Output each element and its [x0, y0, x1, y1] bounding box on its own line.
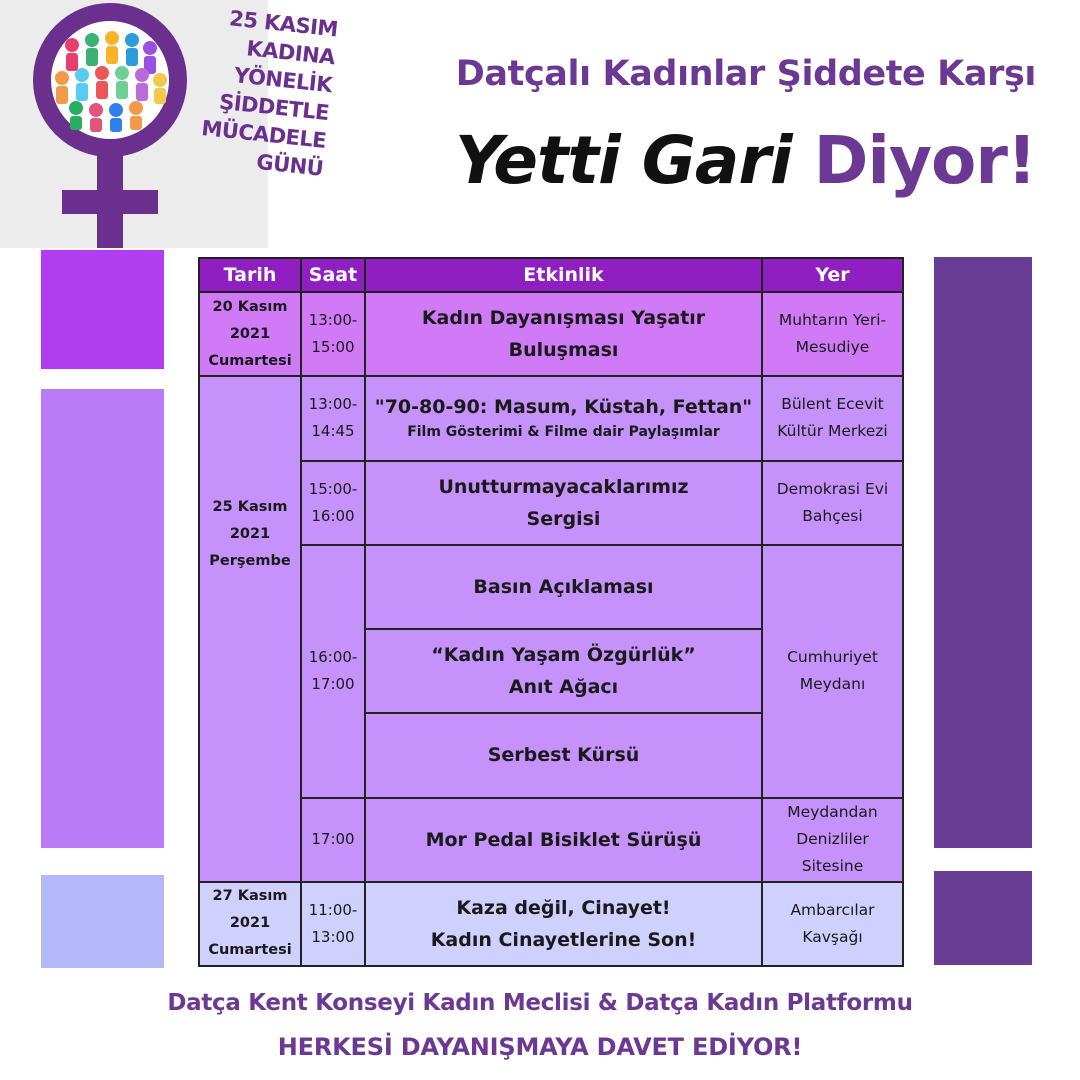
time-cell: 13:00- 14:45 [301, 376, 365, 460]
date-cell: 25 Kasım 2021 Perşembe [199, 376, 301, 882]
place-cell: Ambarcılar Kavşağı [762, 882, 903, 966]
date-cell: 27 Kasım 2021 Cumartesi [199, 882, 301, 966]
place-cell: Demokrasi Evi Bahçesi [762, 461, 903, 545]
event-cell: Mor Pedal Bisiklet Sürüşü [365, 798, 762, 882]
schedule-table [198, 257, 904, 967]
place-cell: Bülent Ecevit Kültür Merkezi [762, 376, 903, 460]
date-cell: 20 Kasım 2021 Cumartesi [199, 292, 301, 376]
logo-line: KADINA [245, 36, 337, 70]
logo-line: YÖNELİK [232, 63, 334, 98]
logo-line: ŞİDDETLE [218, 89, 331, 126]
decorative-bar-right-top [934, 257, 1032, 848]
decorative-bar-left-middle [41, 389, 164, 848]
logo-line: GÜNÜ [255, 149, 325, 181]
table-row [199, 882, 903, 966]
decorative-bar-left-bottom [41, 875, 164, 968]
time-cell: 17:00 [301, 798, 365, 882]
event-cell: Kadın Dayanışması Yaşatır Buluşması [365, 292, 762, 376]
table-row [199, 545, 903, 629]
logo-line: MÜCADELE [200, 115, 328, 153]
logo-text [172, 0, 339, 183]
footer-call-to-action: HERKESİ DAYANIŞMAYA DAVET EDİYOR! [277, 1033, 803, 1061]
header-title-part2: Diyor! [813, 122, 1036, 199]
column-header-date: Tarih [199, 258, 301, 292]
column-header-time: Saat [301, 258, 365, 292]
decorative-bar-left-top [41, 250, 164, 369]
time-cell: 13:00- 15:00 [301, 292, 365, 376]
event-cell: “Kadın Yaşam Özgürlük” Anıt Ağacı [365, 629, 762, 713]
time-cell: 11:00- 13:00 [301, 882, 365, 966]
time-cell: 15:00- 16:00 [301, 461, 365, 545]
event-cell: Unutturmayacaklarımız Sergisi [365, 461, 762, 545]
place-cell: Cumhuriyet Meydanı [762, 545, 903, 798]
table-row [199, 798, 903, 882]
column-header-event: Etkinlik [365, 258, 762, 292]
event-cell: Basın Açıklaması [365, 545, 762, 629]
place-cell: Muhtarın Yeri- Mesudiye [762, 292, 903, 376]
event-cell: Kaza değil, Cinayet! Kadın Cinayetlerine Son! [365, 882, 762, 966]
table-header-row [199, 258, 903, 292]
event-cell: Serbest Kürsü [365, 713, 762, 797]
decorative-bar-right-bottom [934, 871, 1032, 965]
time-cell: 16:00- 17:00 [301, 545, 365, 798]
table-row [199, 461, 903, 545]
table-row [199, 292, 903, 376]
header-title [455, 122, 1036, 199]
header-subtitle: Datçalı Kadınlar Şiddete Karşı [455, 54, 1036, 94]
table-row [199, 376, 903, 460]
header-title-part1: Yetti Gari [454, 122, 792, 199]
place-cell: Meydandan Denizliler Sitesine [762, 798, 903, 882]
column-header-place: Yer [762, 258, 903, 292]
event-cell: "70-80-90: Masum, Küstah, Fettan" Film Gösterimi & Filme dair Paylaşımlar [365, 376, 762, 460]
logo-line: 25 KASIM [228, 6, 339, 42]
footer-organizers: Datça Kent Konseyi Kadın Meclisi & Datça Kadın Platformu [167, 990, 913, 1016]
